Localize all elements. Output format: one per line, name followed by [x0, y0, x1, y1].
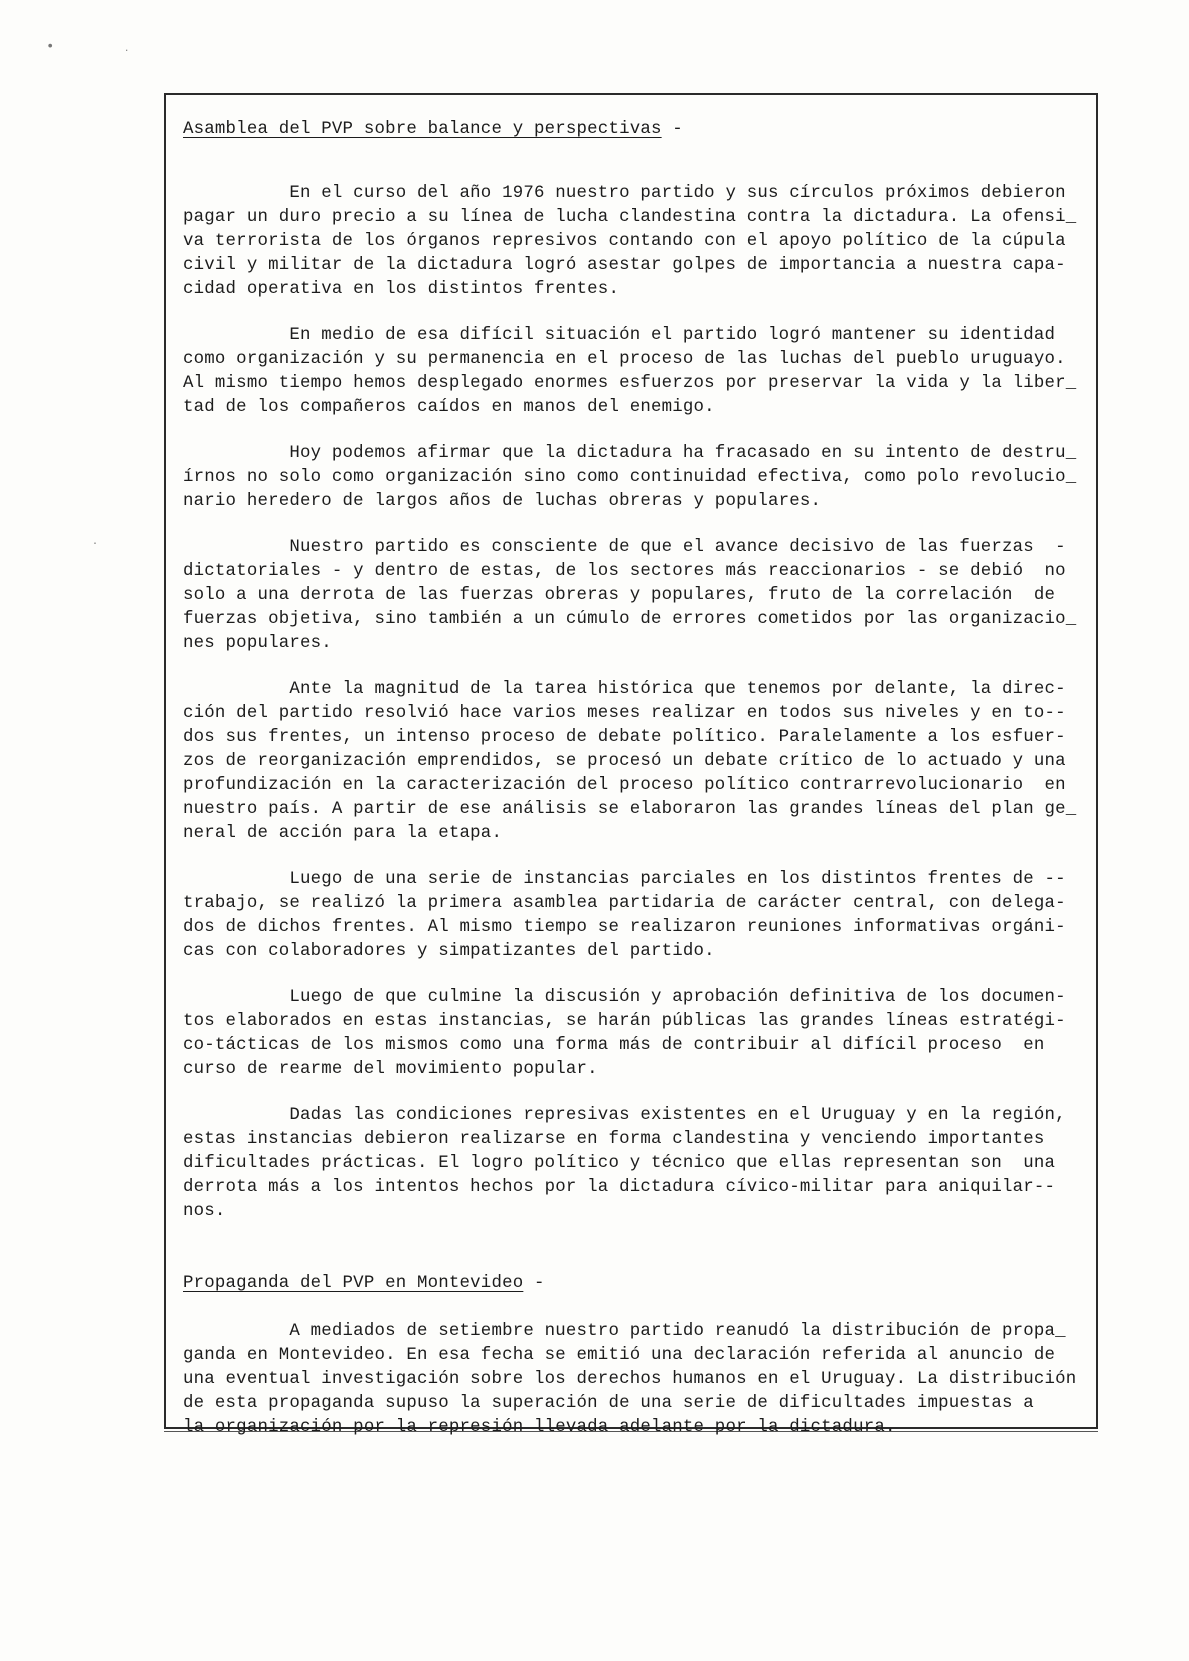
text-line: de esta propaganda supuso la superación de una serie de dificultades impuestas a [183, 1394, 1034, 1413]
text-line: civil y militar de la dictadura logró asestar golpes de importancia a nuestra capa- [183, 256, 1066, 275]
text-line: dificultades prácticas. El logro político y técnico que ellas representan son una [183, 1154, 1056, 1173]
text-line: dictatoriales - y dentro de estas, de los sectores más reaccionarios - se debió no [183, 562, 1066, 581]
text-line: cas con colaboradores y simpatizantes del partido. [183, 942, 715, 961]
text-line: co-tácticas de los mismos como una forma más de contribuir al difícil proceso en [183, 1036, 1045, 1055]
text-line: nos. [183, 1202, 226, 1221]
paragraph [183, 1104, 1083, 1224]
section-heading [183, 1272, 1083, 1296]
paragraph [183, 1320, 1083, 1440]
paragraph [183, 868, 1083, 964]
text-line: írnos no solo como organización sino como continuidad efectiva, como polo revolucio_ [183, 468, 1077, 487]
text-line: neral de acción para la etapa. [183, 824, 503, 843]
text-line: nuestro país. A partir de ese análisis se elaboraron las grandes líneas del plan ge_ [183, 800, 1077, 819]
text-line: derrota más a los intentos hechos por la dictadura cívico-militar para aniquilar-- [183, 1178, 1056, 1197]
document-body [183, 118, 1083, 1440]
paragraph [183, 536, 1083, 656]
text-line: nes populares. [183, 634, 332, 653]
paper-speck: • [46, 39, 55, 55]
text-line: solo a una derrota de las fuerzas obreras y populares, fruto de la correlación de [183, 586, 1056, 605]
text-line: En el curso del año 1976 nuestro partido y sus círculos próximos debieron [183, 184, 1066, 203]
section-title: Propaganda del PVP en Montevideo [183, 1274, 524, 1293]
paragraph [183, 182, 1083, 302]
text-line: trabajo, se realizó la primera asamblea partidaria de carácter central, con delega- [183, 894, 1066, 913]
text-line: ción del partido resolvió hace varios meses realizar en todos sus niveles y en to-- [183, 704, 1066, 723]
text-line: como organización y su permanencia en el proceso de las luchas del pueblo uruguayo. [183, 350, 1066, 369]
text-line: la organización por la represión llevada adelante por la dictadura. [183, 1418, 896, 1437]
text-line: Nuestro partido es consciente de que el avance decisivo de las fuerzas - [183, 538, 1066, 557]
text-line: una eventual investigación sobre los derechos humanos en el Uruguay. La distribución [183, 1370, 1077, 1389]
text-line: Al mismo tiempo hemos desplegado enormes esfuerzos por preservar la vida y la liber_ [183, 374, 1077, 393]
text-line: Dadas las condiciones represivas existentes en el Uruguay y en la región, [183, 1106, 1066, 1125]
section-title-suffix: - [661, 120, 683, 139]
paper-speck: · [92, 539, 99, 550]
text-line: nario heredero de largos años de luchas obreras y populares. [183, 492, 822, 511]
text-line: Luego de que culmine la discusión y aprobación definitiva de los documen- [183, 988, 1066, 1007]
text-line: A mediados de setiembre nuestro partido reanudó la distribución de propa_ [183, 1322, 1066, 1341]
text-line: cidad operativa en los distintos frentes. [183, 280, 620, 299]
text-line: profundización en la caracterización del proceso político contrarrevolucionario en [183, 776, 1066, 795]
paragraph [183, 442, 1083, 514]
text-line: pagar un duro precio a su línea de lucha clandestina contra la dictadura. La ofensi_ [183, 208, 1077, 227]
text-line: Ante la magnitud de la tarea histórica que tenemos por delante, la direc- [183, 680, 1066, 699]
text-line: dos de dichos frentes. Al mismo tiempo se realizaron reuniones informativas orgáni- [183, 918, 1066, 937]
paragraph [183, 324, 1083, 420]
text-line: tos elaborados en estas instancias, se harán públicas las grandes líneas estratégi- [183, 1012, 1066, 1031]
text-line: estas instancias debieron realizarse en forma clandestina y venciendo importantes [183, 1130, 1045, 1149]
text-line: dos sus frentes, un intenso proceso de debate político. Paralelamente a los esfuer- [183, 728, 1066, 747]
text-line: curso de rearme del movimiento popular. [183, 1060, 598, 1079]
paragraph [183, 986, 1083, 1082]
section-title: Asamblea del PVP sobre balance y perspectivas [183, 120, 662, 139]
text-line: Hoy podemos afirmar que la dictadura ha fracasado en su intento de destru_ [183, 444, 1077, 463]
text-line: ganda en Montevideo. En esa fecha se emitió una declaración referida al anuncio de [183, 1346, 1056, 1365]
text-line: En medio de esa difícil situación el partido logró mantener su identidad [183, 326, 1056, 345]
text-line: zos de reorganización emprendidos, se procesó un debate crítico de lo actuado y una [183, 752, 1066, 771]
text-line: tad de los compañeros caídos en manos del enemigo. [183, 398, 715, 417]
paper-speck: · [124, 46, 130, 56]
text-line: Luego de una serie de instancias parciales en los distintos frentes de -- [183, 870, 1066, 889]
section-heading [183, 118, 1083, 142]
paragraph [183, 678, 1083, 846]
section-title-suffix: - [523, 1274, 545, 1293]
text-line: va terrorista de los órganos represivos contando con el apoyo político de la cúpula [183, 232, 1066, 251]
text-line: fuerzas objetiva, sino también a un cúmulo de errores cometidos por las organizacio_ [183, 610, 1077, 629]
